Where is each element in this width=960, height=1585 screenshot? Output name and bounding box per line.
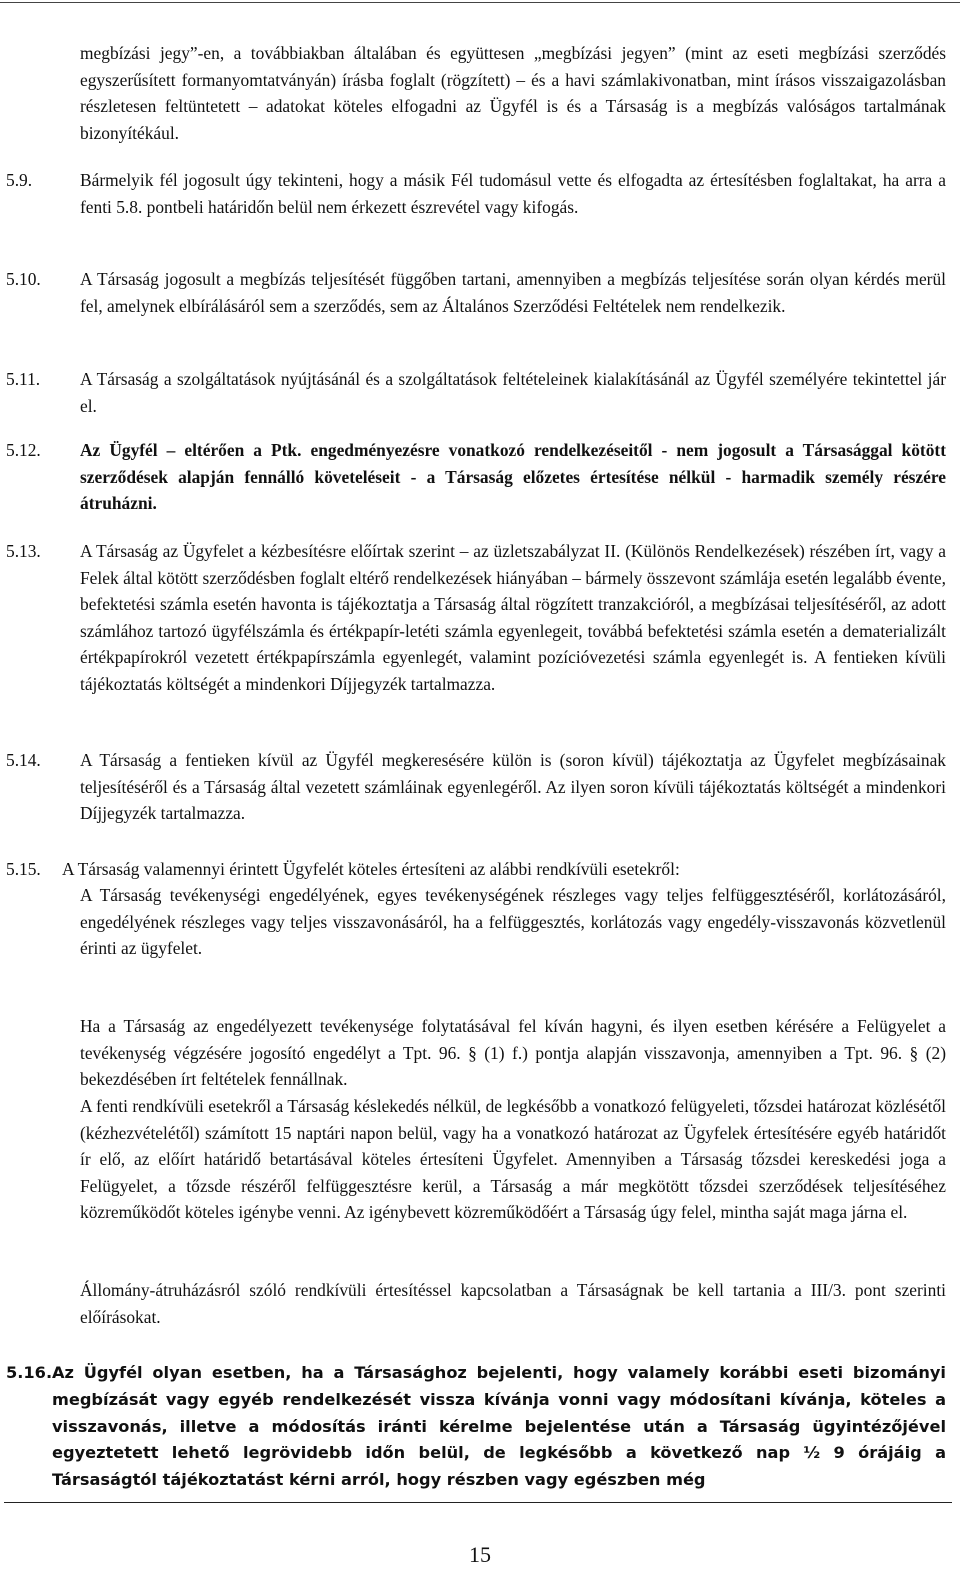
section-text-5-9: Bármelyik fél jogosult úgy tekinteni, hogy a másik Fél tudomásul vette és elfogadta az értesítésben foglaltakat, ha arra a fenti 5.8. pontbeli határidőn belül nem érkezett észrevétel vagy kifogás. [80,170,946,217]
section-number-5-9: 5.9. [6,170,33,190]
section-number-5-16: 5.16. [6,1363,53,1382]
section-5-15-paragraph-1: A Társaság tevékenységi engedélyének, egyes tevékenységének részleges vagy teljes felfüggesztéséről, korlátozásáról, engedélyének részleges vagy teljes visszavonásáról, ha a felfüggesztés, korlátozás vagy engedély-visszavonás közvetlenül érinti az ügyfelet. [80,885,946,959]
section-lead-5-15: A Társaság valamennyi érintett Ügyfelét köteles értesíteni az alábbi rendkívüli esetekről: [62,859,680,879]
section-number-5-15: 5.15. [6,859,41,879]
section-text-5-16: Az Ügyfél olyan esetben, ha a Társasághoz bejelenti, hogy valamely korábbi eseti bizományi megbízását vagy egyéb rendelkezését vissza kívánja vonni vagy módosítani kívánja, köteles a visszavonás, illetve a módosítás iránti kérelme bejelentése után a Társaság ügyintézőjével egyeztetett lehető legrövidebb időn belül, de legkésőbb a következő nap ½ 9 órájáig a Társaságtól tájékoztatást kérni arról, hogy részben vagy egészben még [52,1363,946,1490]
section-number-5-13: 5.13. [6,541,41,561]
section-text-5-13: A Társaság az Ügyfelet a kézbesítésre előírtak szerint – az üzletszabályzat II. (Különös Rendelkezések) részében írt, vagy a Felek által kötött szerződésben foglalt eltérő rendelkezések hiányában – bármely összevont számlája esetén legalább évente, befektetési számla esetén havonta is tájékoztatja a Társaság által rögzített tranzakcióról, a megbízásai teljesítéséről, az adott számlához tartozó ügyfélszámla és értékpapír-letéti számla egyenlegeit, továbbá befektetési számla esetén a dematerializált értékpapírokról vezetett értékpapírszámla egyenlegét, valamint pozícióvezetési számla egyenlegét is. A fentieken kívüli tájékoztatás költségét a mindenkori Díjjegyzék tartalmazza. [80,541,946,694]
section-5-15-paragraph-4: Állomány-átruházásról szóló rendkívüli értesítéssel kapcsolatban a Társaságnak be kell tartania a III/3. pont szerinti előírásokat. [80,1280,946,1327]
section-text-5-11: A Társaság a szolgáltatások nyújtásánál és a szolgáltatások feltételeinek kialakításánál az Ügyfél személyére tekintettel jár el. [80,369,946,416]
section-number-5-12: 5.12. [6,440,41,460]
section-5-15-paragraph-3: A fenti rendkívüli esetekről a Társaság késlekedés nélkül, de legkésőbb a vonatkozó felügyeleti, tőzsdei határozat közlésétől (kézhezvételétől) számított 15 naptári napon belül, vagy ha a vonatkozó határozat az Ügyfelek értesítésére egyéb határidőt ír elő, az előírt határidő betartásával köteles értesíteni Ügyfelet. Amennyiben a Társaság tőzsdei kereskedési joga a Felügyelet, a tőzsde részéről felfüggesztésre kerül, a Társaság a már megkötött tőzsdei szerződések teljesítéséhez közreműködőt köteles igénybe venni. Az igénybevett közreműködőért a Társaság úgy felel, mintha saját maga járna el. [80,1096,946,1223]
footer-rule [4,1502,952,1503]
section-text-5-12: Az Ügyfél – eltérően a Ptk. engedményezésre vonatkozó rendelkezéseitől - nem jogosult a Társasággal kötött szerződések alapján fennálló követeléseit - a Társaság előzetes értesítése nélkül - harmadik személy részére átruházni. [80,440,946,514]
intro-paragraph: megbízási jegy”-en, a továbbiakban általában és együttesen „megbízási jegyen” (mint az eseti megbízási szerződés egyszerűsített formanyomtatványán) írásba foglalt (rögzített) – és a havi számlakivonatban, mint írásos visszaigazolásban részletesen feltüntetett – adatokat köteles elfogadni az Ügyfél is és a Társaság is a megbízás valóságos tartalmának bizonyítékául. [80,43,946,143]
section-5-15-paragraph-2: Ha a Társaság az engedélyezett tevékenysége folytatásával fel kíván hagyni, és ilyen esetben kérésére a Felügyelet a tevékenység végzésére jogosító engedélyt a Tpt. 96. § (1) f.) pontja alapján visszavonja, amennyiben a Tpt. 96. § (2) bekezdésében írt feltételek fennállnak. [80,1016,946,1090]
section-number-5-10: 5.10. [6,269,41,289]
section-number-5-11: 5.11. [6,369,41,389]
top-rule [0,2,960,3]
section-text-5-10: A Társaság jogosult a megbízás teljesítését függőben tartani, amennyiben a megbízás teljesítése során olyan kérdés merül fel, amelynek elbírálásáról sem a szerződés, sem az Általános Szerződési Feltételek nem rendelkezik. [80,269,946,316]
section-text-5-14: A Társaság a fentieken kívül az Ügyfél megkeresésére külön is (soron kívül) tájékoztatja az Ügyfelet megbízásainak teljesítéséről és a Társaság által vezetett számláinak egyenlegéről. Az ilyen soron kívüli tájékoztatás költségét a mindenkori Díjjegyzék tartalmazza. [80,750,946,824]
page-number: 15 [469,1542,491,1567]
section-number-5-14: 5.14. [6,750,41,770]
